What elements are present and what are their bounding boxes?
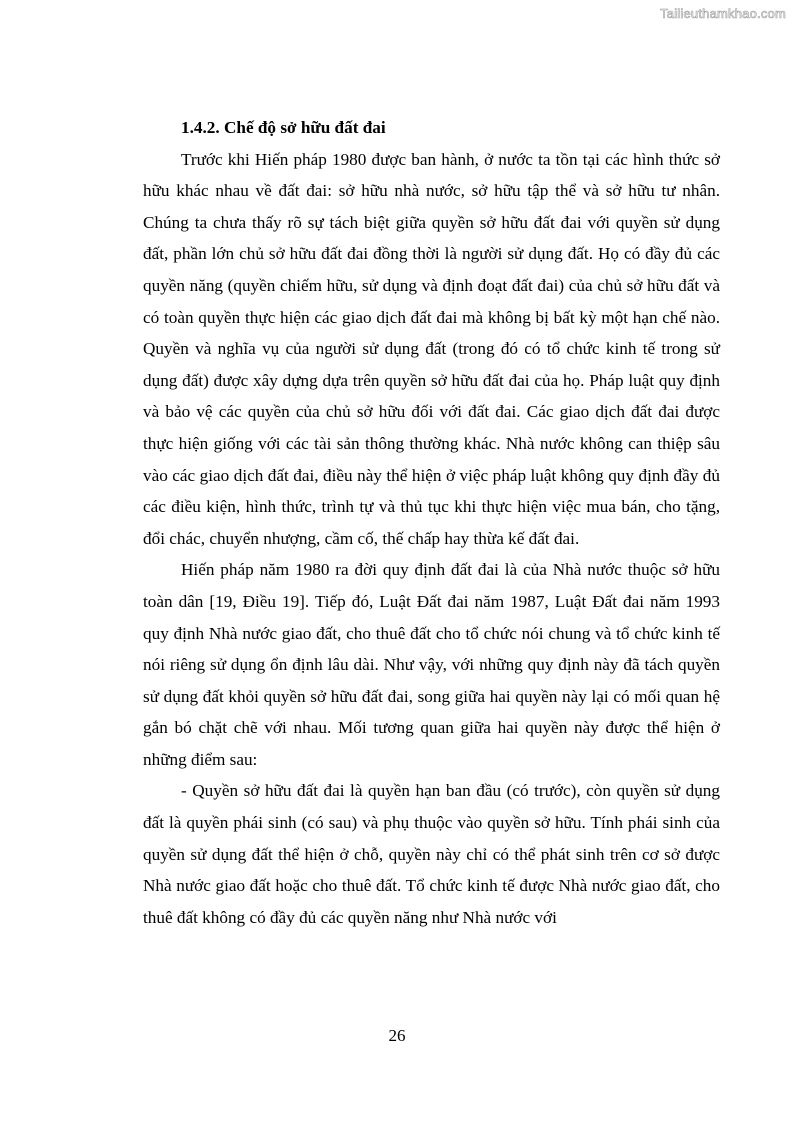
paragraph-1: Trước khi Hiến pháp 1980 được ban hành, ở nước ta tồn tại các hình thức sở hữu khác nhau về đất đai: sở hữu nhà nước, sở hữu tập thể và sở hữu tư nhân. Chúng ta chưa thấy rõ sự tách biệt giữa quyền sở hữu đất đai với quyền sử dụng đất, phần lớn chủ sở hữu đất đai đồng thời là người sử dụng đất. Họ có đầy đủ các quyền năng (quyền chiếm hữu, sử dụng và định đoạt đất đai) của chủ sở hữu đất và có toàn quyền thực hiện các giao dịch đất đai mà không bị bất kỳ một hạn chế nào. Quyền và nghĩa vụ của người sử dụng đất (trong đó có tổ chức kinh tế trong sử dụng đất) được xây dựng dựa trên quyền sở hữu đất đai của họ. Pháp luật quy định và bảo vệ các quyền của chủ sở hữu đối với đất đai. Các giao dịch đất đai được thực hiện giống với các tài sản thông thường khác. Nhà nước không can thiệp sâu vào các giao dịch đất đai, điều này thể hiện ở việc pháp luật không quy định đầy đủ các điều kiện, hình thức, trình tự và thủ tục khi thực hiện việc mua bán, cho tặng, đổi chác, chuyển nhượng, cầm cố, thế chấp hay thừa kế đất đai. (143, 149, 720, 548)
section-heading: 1.4.2. Chế độ sở hữu đất đai (181, 118, 386, 137)
watermark-text: Tailieuthamkhao.com (660, 6, 786, 21)
paragraph-3: - Quyền sở hữu đất đai là quyền hạn ban đầu (có trước), còn quyền sử dụng đất là quyền phái sinh (có sau) và phụ thuộc vào quyền sở hữu. Tính phái sinh của quyền sử dụng đất thể hiện ở chỗ, quyền này chỉ có thể phát sinh trên cơ sở được Nhà nước giao đất hoặc cho thuê đất. Tổ chức kinh tế được Nhà nước giao đất, cho thuê đất không có đầy đủ các quyền năng như Nhà nước với (143, 781, 720, 927)
paragraph-2: Hiến pháp năm 1980 ra đời quy định đất đai là của Nhà nước thuộc sở hữu toàn dân [19, Điều 19]. Tiếp đó, Luật Đất đai năm 1987, Luật Đất đai năm 1993 quy định Nhà nước giao đất, cho thuê đất cho tổ chức nói chung và tổ chức kinh tế nói riêng sử dụng ổn định lâu dài. Như vậy, với những quy định này đã tách quyền sử dụng đất khỏi quyền sở hữu đất đai, song giữa hai quyền này lại có mối quan hệ gắn bó chặt chẽ với nhau. Mối tương quan giữa hai quyền này được thể hiện ở những điểm sau: (143, 560, 720, 769)
page-number: 26 (388, 1026, 406, 1045)
page-body (143, 112, 720, 933)
